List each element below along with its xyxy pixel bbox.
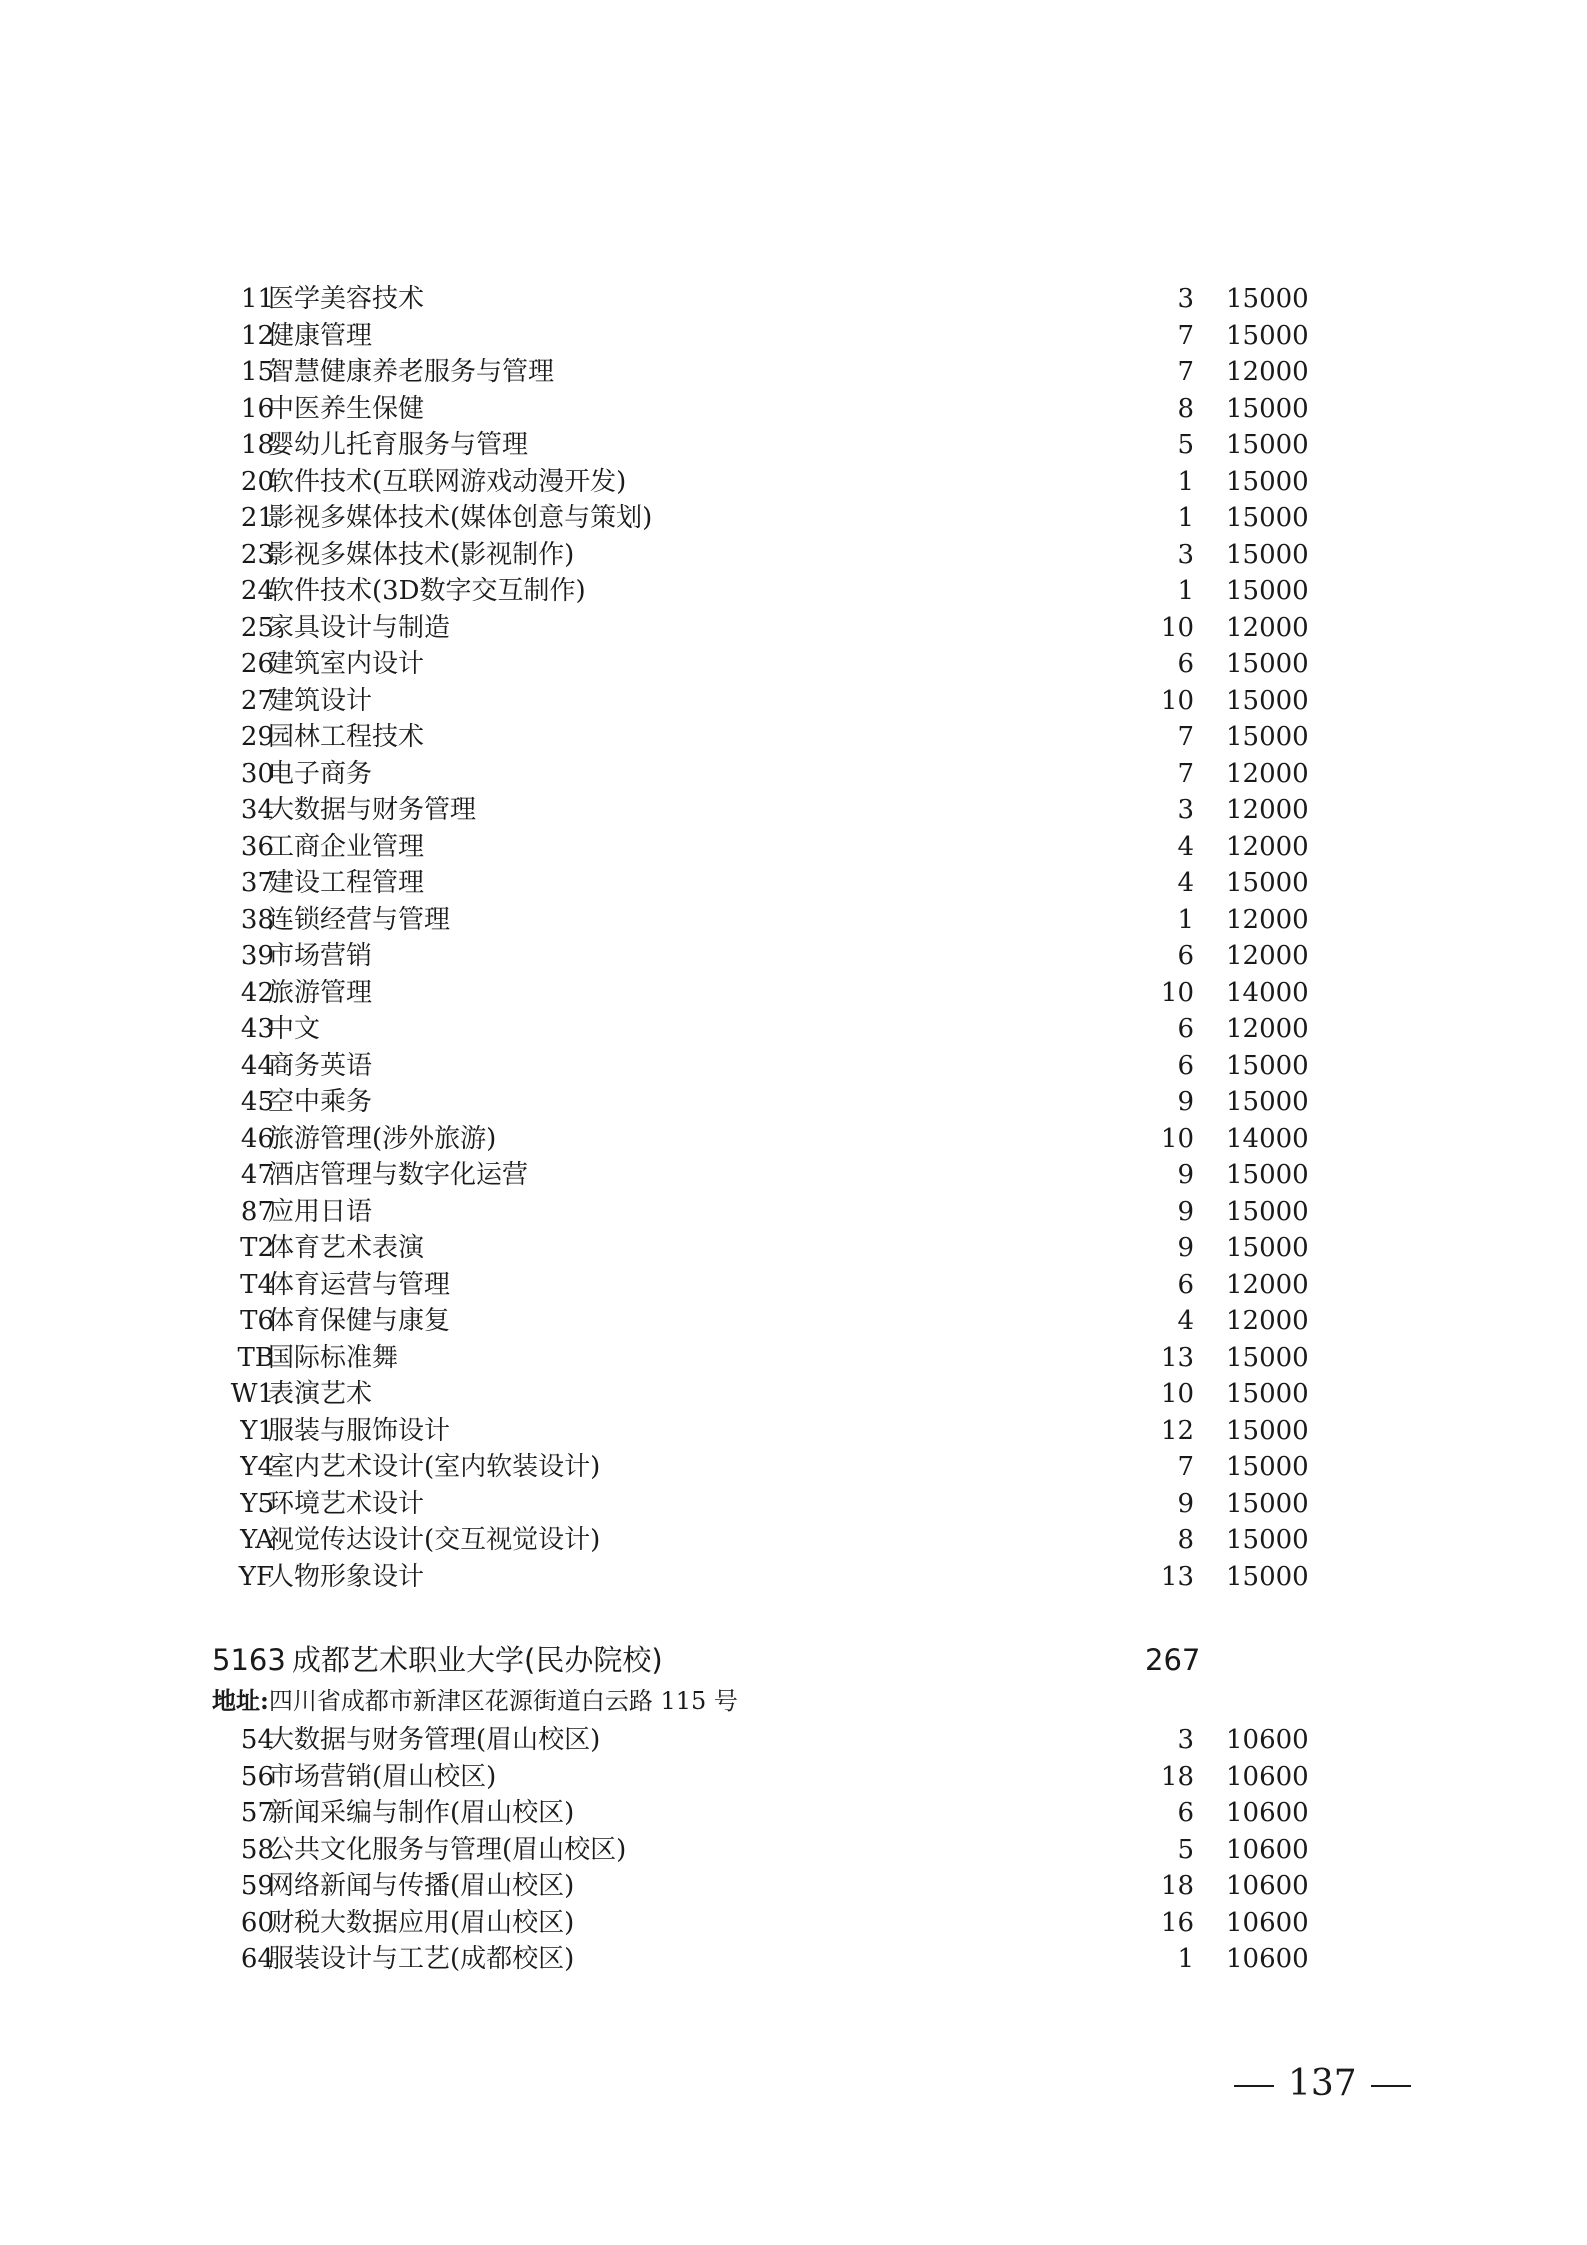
- tuition-fee: 15000: [1226, 466, 1309, 497]
- major-code: 46: [240, 1123, 274, 1154]
- major-name: 表演艺术: [268, 1379, 373, 1409]
- plan-count: 3: [1177, 795, 1194, 825]
- major-name: 商务英语: [268, 1050, 373, 1081]
- major-row: [0, 1413, 1587, 1450]
- major-row: [0, 500, 1587, 537]
- major-row: [0, 1011, 1587, 1048]
- major-code: 24: [240, 576, 274, 606]
- address-text: 四川省成都市新津区花源街道白云路 115 号: [268, 1687, 738, 1715]
- major-row: [0, 756, 1587, 793]
- plan-count: 6: [1177, 1050, 1194, 1081]
- tuition-fee: 15000: [1226, 1233, 1309, 1263]
- major-code: 18: [240, 430, 274, 460]
- major-code: 12: [240, 320, 274, 351]
- major-code: 21: [240, 503, 274, 533]
- major-name: 财税大数据应用(眉山校区): [268, 1907, 575, 1938]
- tuition-fee: 12000: [1226, 758, 1309, 789]
- major-row: [0, 391, 1587, 428]
- major-row: [0, 464, 1587, 501]
- major-row: [0, 1832, 1587, 1869]
- major-row: [0, 281, 1587, 318]
- major-list-school: [0, 1722, 1587, 1978]
- tuition-fee: 15000: [1226, 1415, 1309, 1446]
- major-row: [0, 829, 1587, 866]
- plan-count: 10: [1160, 1123, 1194, 1154]
- plan-count: 6: [1177, 941, 1194, 971]
- major-row: [0, 1157, 1587, 1194]
- major-name: 市场营销: [268, 941, 373, 971]
- plan-count: 7: [1177, 722, 1194, 752]
- school-total-plan: 267: [1145, 1643, 1201, 1677]
- major-code: 16: [240, 393, 274, 424]
- plan-count: 4: [1177, 868, 1194, 898]
- tuition-fee: 15000: [1226, 1525, 1309, 1555]
- major-code: W1: [230, 1379, 274, 1409]
- plan-count: 9: [1177, 1233, 1194, 1263]
- major-row: [0, 1795, 1587, 1832]
- tuition-fee: 15000: [1226, 1050, 1309, 1081]
- tuition-fee: 12000: [1226, 941, 1309, 971]
- plan-count: 7: [1177, 1452, 1194, 1482]
- plan-count: 18: [1160, 1871, 1194, 1901]
- tuition-fee: 14000: [1226, 977, 1309, 1008]
- major-row: [0, 1084, 1587, 1121]
- plan-count: 9: [1177, 1196, 1194, 1227]
- major-code: Y4: [240, 1452, 274, 1482]
- major-name: 智慧健康养老服务与管理: [268, 357, 555, 387]
- plan-count: 10: [1160, 977, 1194, 1008]
- major-name: 连锁经营与管理: [268, 904, 451, 935]
- plan-count: 9: [1177, 1087, 1194, 1117]
- major-row: [0, 683, 1587, 720]
- major-row: [0, 792, 1587, 829]
- plan-count: 7: [1177, 758, 1194, 789]
- major-code: Y5: [240, 1488, 274, 1519]
- tuition-fee: 15000: [1226, 1488, 1309, 1519]
- tuition-fee: 10600: [1226, 1725, 1309, 1755]
- plan-count: 6: [1177, 649, 1194, 679]
- plan-count: 10: [1160, 1379, 1194, 1409]
- major-name: 电子商务: [268, 758, 373, 789]
- major-row: [0, 975, 1587, 1012]
- plan-count: 10: [1160, 685, 1194, 716]
- tuition-fee: 15000: [1226, 649, 1309, 679]
- plan-count: 1: [1177, 503, 1194, 533]
- tuition-fee: 12000: [1226, 1306, 1309, 1336]
- school-name: 成都艺术职业大学(民办院校): [292, 1643, 663, 1677]
- major-name: 公共文化服务与管理(眉山校区): [268, 1834, 627, 1865]
- major-name: 体育运营与管理: [268, 1269, 451, 1300]
- major-name: 婴幼儿托育服务与管理: [268, 430, 529, 460]
- major-code: 87: [240, 1196, 274, 1227]
- major-row: [0, 1121, 1587, 1158]
- major-code: 64: [240, 1944, 274, 1974]
- school-header: [212, 1640, 1212, 1680]
- plan-count: 3: [1177, 539, 1194, 570]
- tuition-fee: 10600: [1226, 1798, 1309, 1828]
- major-code: 54: [240, 1725, 274, 1755]
- major-row: [0, 865, 1587, 902]
- major-name: 建筑室内设计: [268, 649, 425, 679]
- major-row: [0, 1559, 1587, 1596]
- tuition-fee: 15000: [1226, 868, 1309, 898]
- tuition-fee: 15000: [1226, 503, 1309, 533]
- major-code: 47: [240, 1160, 274, 1190]
- major-name: 健康管理: [268, 320, 373, 351]
- major-row: [0, 1759, 1587, 1796]
- tuition-fee: 15000: [1226, 284, 1309, 314]
- major-code: 58: [240, 1834, 274, 1865]
- major-name: 市场营销(眉山校区): [268, 1761, 497, 1792]
- tuition-fee: 10600: [1226, 1944, 1309, 1974]
- tuition-fee: 14000: [1226, 1123, 1309, 1154]
- major-row: [0, 646, 1587, 683]
- major-row: [0, 1376, 1587, 1413]
- major-code: 37: [240, 868, 274, 898]
- major-code: 39: [240, 941, 274, 971]
- major-name: 国际标准舞: [268, 1342, 399, 1373]
- major-row: [0, 1868, 1587, 1905]
- plan-count: 6: [1177, 1014, 1194, 1044]
- major-name: 软件技术(互联网游戏动漫开发): [268, 466, 627, 497]
- footer-dash-right: [1371, 2085, 1411, 2087]
- tuition-fee: 12000: [1226, 831, 1309, 862]
- tuition-fee: 12000: [1226, 795, 1309, 825]
- plan-count: 13: [1160, 1342, 1194, 1373]
- major-name: 室内艺术设计(室内软装设计): [268, 1452, 601, 1482]
- major-code: 44: [240, 1050, 274, 1081]
- major-code: 43: [240, 1014, 274, 1044]
- major-code: 59: [240, 1871, 274, 1901]
- page-number: 137: [1288, 2063, 1357, 2104]
- major-row: [0, 1048, 1587, 1085]
- major-row: [0, 1303, 1587, 1340]
- tuition-fee: 12000: [1226, 904, 1309, 935]
- major-code: 45: [240, 1087, 274, 1117]
- major-row: [0, 1722, 1587, 1759]
- major-code: 60: [240, 1907, 274, 1938]
- tuition-fee: 15000: [1226, 576, 1309, 606]
- major-name: 软件技术(3D数字交互制作): [268, 576, 586, 606]
- major-name: 旅游管理: [268, 977, 373, 1008]
- major-row: [0, 1905, 1587, 1942]
- major-row: [0, 938, 1587, 975]
- major-name: 医学美容技术: [268, 284, 425, 314]
- major-name: 园林工程技术: [268, 722, 425, 752]
- major-row: [0, 1230, 1587, 1267]
- plan-count: 1: [1177, 904, 1194, 935]
- major-code: 38: [240, 904, 274, 935]
- major-code: 30: [240, 758, 274, 789]
- major-code: 36: [240, 831, 274, 862]
- tuition-fee: 12000: [1226, 1014, 1309, 1044]
- major-code: Y1: [240, 1415, 274, 1446]
- tuition-fee: 15000: [1226, 1342, 1309, 1373]
- school-code: 5163: [212, 1643, 286, 1677]
- major-name: 服装设计与工艺(成都校区): [268, 1944, 575, 1974]
- major-code: T4: [240, 1269, 274, 1300]
- tuition-fee: 15000: [1226, 685, 1309, 716]
- page-footer: [1220, 2062, 1425, 2106]
- major-name: 大数据与财务管理: [268, 795, 477, 825]
- major-code: 27: [240, 685, 274, 716]
- plan-count: 18: [1160, 1761, 1194, 1792]
- major-row: [0, 573, 1587, 610]
- major-code: T2: [240, 1233, 274, 1263]
- major-name: 影视多媒体技术(影视制作): [268, 539, 575, 570]
- tuition-fee: 15000: [1226, 1196, 1309, 1227]
- plan-count: 6: [1177, 1798, 1194, 1828]
- major-name: 人物形象设计: [268, 1561, 425, 1592]
- major-name: 空中乘务: [268, 1087, 373, 1117]
- major-name: 建设工程管理: [268, 868, 425, 898]
- tuition-fee: 10600: [1226, 1761, 1309, 1792]
- plan-count: 13: [1160, 1561, 1194, 1592]
- plan-count: 10: [1160, 612, 1194, 643]
- major-row: [0, 537, 1587, 574]
- major-code: T6: [240, 1306, 274, 1336]
- tuition-fee: 15000: [1226, 320, 1309, 351]
- major-name: 建筑设计: [268, 685, 373, 716]
- tuition-fee: 15000: [1226, 722, 1309, 752]
- major-row: [0, 610, 1587, 647]
- plan-count: 1: [1177, 466, 1194, 497]
- major-code: 26: [240, 649, 274, 679]
- address-label: 地址:: [212, 1686, 269, 1715]
- major-name: 旅游管理(涉外旅游): [268, 1123, 497, 1154]
- plan-count: 1: [1177, 1944, 1194, 1974]
- plan-count: 9: [1177, 1488, 1194, 1519]
- major-row: [0, 1194, 1587, 1231]
- plan-count: 7: [1177, 357, 1194, 387]
- major-name: 视觉传达设计(交互视觉设计): [268, 1525, 601, 1555]
- tuition-fee: 10600: [1226, 1907, 1309, 1938]
- tuition-fee: 15000: [1226, 1087, 1309, 1117]
- tuition-fee: 15000: [1226, 539, 1309, 570]
- major-name: 中医养生保健: [268, 393, 425, 424]
- tuition-fee: 15000: [1226, 1160, 1309, 1190]
- plan-count: 4: [1177, 831, 1194, 862]
- major-code: 15: [240, 357, 274, 387]
- major-name: 酒店管理与数字化运营: [268, 1160, 529, 1190]
- plan-count: 6: [1177, 1269, 1194, 1300]
- plan-count: 9: [1177, 1160, 1194, 1190]
- major-code: 34: [240, 795, 274, 825]
- plan-count: 8: [1177, 393, 1194, 424]
- major-row: [0, 354, 1587, 391]
- major-code: 42: [240, 977, 274, 1008]
- plan-count: 3: [1177, 1725, 1194, 1755]
- major-row: [0, 1267, 1587, 1304]
- major-row: [0, 1486, 1587, 1523]
- major-row: [0, 1522, 1587, 1559]
- plan-count: 1: [1177, 576, 1194, 606]
- tuition-fee: 10600: [1226, 1871, 1309, 1901]
- major-row: [0, 318, 1587, 355]
- major-row: [0, 427, 1587, 464]
- plan-count: 5: [1177, 1834, 1194, 1865]
- major-code: 25: [240, 612, 274, 643]
- major-name: 中文: [268, 1014, 321, 1044]
- major-row: [0, 902, 1587, 939]
- major-name: 体育艺术表演: [268, 1233, 425, 1263]
- tuition-fee: 15000: [1226, 1561, 1309, 1592]
- tuition-fee: 15000: [1226, 1452, 1309, 1482]
- major-name: 工商企业管理: [268, 831, 425, 862]
- major-name: 网络新闻与传播(眉山校区): [268, 1871, 575, 1901]
- school-address: [212, 1684, 738, 1718]
- major-code: 20: [240, 466, 274, 497]
- tuition-fee: 15000: [1226, 1379, 1309, 1409]
- major-code: 23: [240, 539, 274, 570]
- major-name: 家具设计与制造: [268, 612, 451, 643]
- major-code: 56: [240, 1761, 274, 1792]
- tuition-fee: 15000: [1226, 393, 1309, 424]
- major-list-continued: [0, 281, 1587, 1595]
- tuition-fee: 12000: [1226, 1269, 1309, 1300]
- tuition-fee: 15000: [1226, 430, 1309, 460]
- plan-count: 12: [1160, 1415, 1194, 1446]
- major-name: 大数据与财务管理(眉山校区): [268, 1725, 601, 1755]
- major-code: 29: [240, 722, 274, 752]
- major-name: 新闻采编与制作(眉山校区): [268, 1798, 575, 1828]
- plan-count: 3: [1177, 284, 1194, 314]
- major-code: TB: [237, 1342, 274, 1373]
- plan-count: 5: [1177, 430, 1194, 460]
- major-row: [0, 719, 1587, 756]
- major-name: 体育保健与康复: [268, 1306, 451, 1336]
- major-row: [0, 1449, 1587, 1486]
- major-row: [0, 1340, 1587, 1377]
- major-name: 服装与服饰设计: [268, 1415, 451, 1446]
- plan-count: 16: [1160, 1907, 1194, 1938]
- major-row: [0, 1941, 1587, 1978]
- plan-count: 8: [1177, 1525, 1194, 1555]
- plan-count: 7: [1177, 320, 1194, 351]
- footer-dash-left: [1234, 2085, 1274, 2087]
- tuition-fee: 10600: [1226, 1834, 1309, 1865]
- plan-count: 4: [1177, 1306, 1194, 1336]
- major-name: 环境艺术设计: [268, 1488, 425, 1519]
- major-name: 影视多媒体技术(媒体创意与策划): [268, 503, 653, 533]
- tuition-fee: 12000: [1226, 357, 1309, 387]
- major-code: 11: [240, 284, 274, 314]
- major-code: YF: [238, 1561, 274, 1592]
- major-code: 57: [240, 1798, 274, 1828]
- major-name: 应用日语: [268, 1196, 373, 1227]
- tuition-fee: 12000: [1226, 612, 1309, 643]
- major-code: YA: [240, 1525, 274, 1555]
